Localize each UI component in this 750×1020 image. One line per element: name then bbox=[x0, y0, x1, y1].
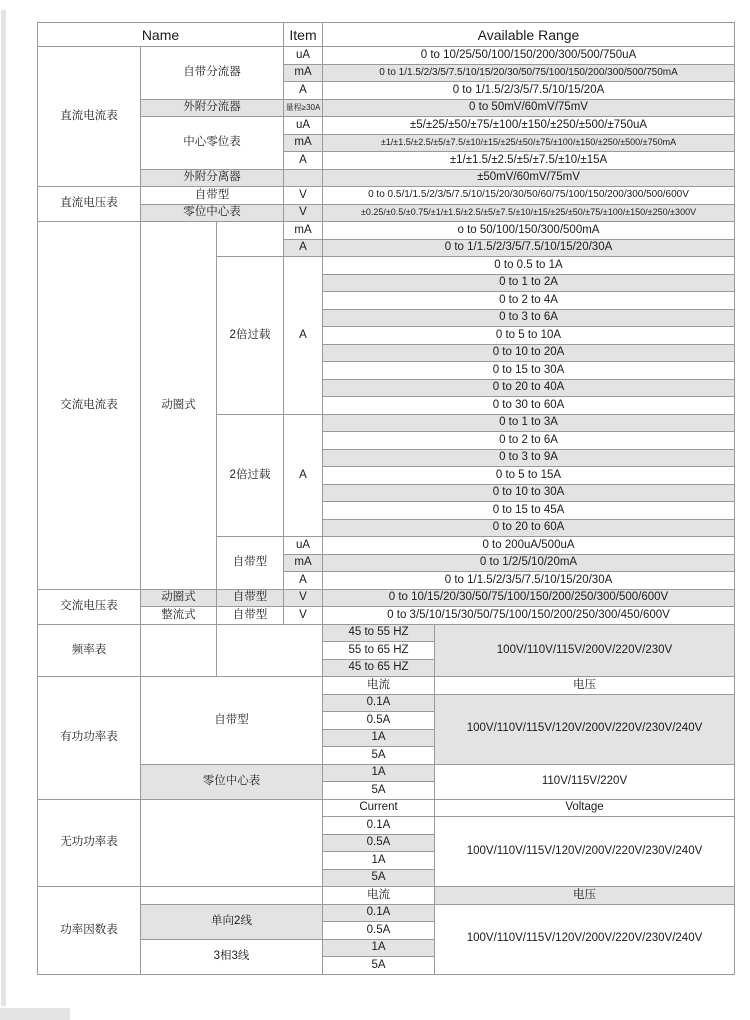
table-cell: 5A bbox=[322, 746, 435, 765]
table-cell: 100V/110V/115V/120V/200V/220V/230V/240V bbox=[434, 816, 735, 887]
table-cell: 交流电压表 bbox=[37, 589, 141, 625]
empty-cell bbox=[283, 169, 323, 188]
header-cell: Name bbox=[37, 22, 284, 47]
table-cell: 0 to 3 to 6A bbox=[322, 309, 735, 328]
table-cell: 量程≥30A bbox=[283, 99, 323, 118]
table-cell: 有功功率表 bbox=[37, 676, 141, 800]
table-cell: 功率因数表 bbox=[37, 886, 141, 975]
table-cell: 动圈式 bbox=[140, 221, 217, 590]
table-cell: A bbox=[283, 151, 323, 170]
table-cell: 0 to 5 to 15A bbox=[322, 466, 735, 485]
table-cell: 0 to 10/25/50/100/150/200/300/500/750uA bbox=[322, 46, 735, 65]
table-cell: 0 to 1/1.5/2/3/5/7.5/10/15/20/30A bbox=[322, 571, 735, 590]
table-cell: 1A bbox=[322, 764, 435, 783]
table-cell: 外附分流器 bbox=[140, 99, 284, 118]
table-cell: 0 to 1/1.5/2/3/5/7.5/10/15/20/30A bbox=[322, 239, 735, 258]
table-cell: 交流电流表 bbox=[37, 221, 141, 590]
table-cell: 无功功率表 bbox=[37, 799, 141, 888]
table-cell: 单向2线 bbox=[140, 904, 323, 940]
table-cell: ±50mV/60mV/75mV bbox=[322, 169, 735, 188]
empty-cell bbox=[216, 624, 323, 678]
table-cell: V bbox=[283, 186, 323, 205]
table-cell: 电流 bbox=[322, 886, 435, 905]
table-cell: 0 to 1/1.5/2/3/5/7.5/10/15/20A bbox=[322, 81, 735, 100]
table-cell: 55 to 65 HZ bbox=[322, 641, 435, 660]
table-cell: Current bbox=[322, 799, 435, 818]
table-cell: 100V/110V/115V/120V/200V/220V/230V/240V bbox=[434, 694, 735, 765]
empty-cell bbox=[140, 624, 217, 678]
table-cell: 0 to 5 to 10A bbox=[322, 326, 735, 345]
table-cell: Voltage bbox=[434, 799, 735, 818]
table-cell: 100V/110V/115V/200V/220V/230V bbox=[434, 624, 735, 678]
table-cell: 0 to 0.5 to 1A bbox=[322, 256, 735, 275]
table-cell: 0 to 1 to 2A bbox=[322, 274, 735, 293]
table-cell: 0 to 10/15/20/30/50/75/100/150/200/250/300/500/600V bbox=[322, 589, 735, 608]
table-cell: 外附分离器 bbox=[140, 169, 284, 188]
table-cell: 自带型 bbox=[216, 589, 284, 608]
table-cell: 中心零位表 bbox=[140, 116, 284, 170]
table-cell: 0 to 3/5/10/15/30/50/75/100/150/200/250/300/450/600V bbox=[322, 606, 735, 625]
table-cell: mA bbox=[283, 64, 323, 83]
table-cell: 45 to 65 HZ bbox=[322, 659, 435, 678]
table-cell: o to 50/100/150/300/500mA bbox=[322, 221, 735, 240]
table-cell: ±1/±1.5/±2.5/±5/±7.5/±10/±15A bbox=[322, 151, 735, 170]
table-cell: 2倍过载 bbox=[216, 256, 284, 415]
table-cell: ±0.25/±0.5/±0.75/±1/±1.5/±2.5/±5/±7.5/±10/±15/±25/±50/±75/±100/±150/±250/±300V bbox=[322, 204, 735, 223]
table-cell: A bbox=[283, 81, 323, 100]
table-cell: V bbox=[283, 589, 323, 608]
table-cell: 0 to 10 to 20A bbox=[322, 344, 735, 363]
table-cell: 0 to 1/1.5/2/3/5/7.5/10/15/20/30/50/75/100/150/200/300/500/750mA bbox=[322, 64, 735, 83]
table-cell: 整流式 bbox=[140, 606, 217, 625]
table-cell: 零位中心表 bbox=[140, 204, 284, 223]
empty-cell bbox=[140, 886, 323, 905]
table-cell: mA bbox=[283, 221, 323, 240]
table-cell: ±1/±1.5/±2.5/±5/±7.5/±10/±15/±25/±50/±75/±100/±150/±250/±500/±750mA bbox=[322, 134, 735, 153]
table-cell: 5A bbox=[322, 781, 435, 800]
table-cell: 100V/110V/115V/120V/200V/220V/230V/240V bbox=[434, 904, 735, 975]
table-cell: 0.5A bbox=[322, 921, 435, 940]
empty-cell bbox=[140, 799, 323, 888]
table-cell: 直流电压表 bbox=[37, 186, 141, 222]
table-cell: 0.1A bbox=[322, 816, 435, 835]
table-cell: 110V/115V/220V bbox=[434, 764, 735, 800]
table-cell: 0 to 2 to 6A bbox=[322, 431, 735, 450]
table-cell: ±5/±25/±50/±75/±100/±150/±250/±500/±750uA bbox=[322, 116, 735, 135]
table-cell: 0 to 15 to 30A bbox=[322, 361, 735, 380]
table-cell: uA bbox=[283, 536, 323, 555]
table-cell: 0 to 10 to 30A bbox=[322, 484, 735, 503]
table-cell: A bbox=[283, 571, 323, 590]
table-cell: 0.5A bbox=[322, 834, 435, 853]
table-cell: 电压 bbox=[434, 886, 735, 905]
table-cell: 0 to 50mV/60mV/75mV bbox=[322, 99, 735, 118]
table-cell: 自带型 bbox=[140, 676, 323, 765]
table-cell: 45 to 55 HZ bbox=[322, 624, 435, 643]
table-cell: 0 to 1 to 3A bbox=[322, 414, 735, 433]
table-cell: 1A bbox=[322, 851, 435, 870]
table-cell: 0 to 3 to 9A bbox=[322, 449, 735, 468]
table-cell: 1A bbox=[322, 939, 435, 958]
table-cell: 0 to 20 to 40A bbox=[322, 379, 735, 398]
table-cell: 0 to 1/2/5/10/20mA bbox=[322, 554, 735, 573]
table-cell: 0.1A bbox=[322, 904, 435, 923]
table-cell: 5A bbox=[322, 956, 435, 975]
table-cell: 0 to 15 to 45A bbox=[322, 501, 735, 520]
empty-cell bbox=[216, 221, 284, 257]
table-cell: 自带型 bbox=[140, 186, 284, 205]
table-cell: 自带分流器 bbox=[140, 46, 284, 100]
table-cell: 0 to 30 to 60A bbox=[322, 396, 735, 415]
table-cell: uA bbox=[283, 116, 323, 135]
table-cell: 5A bbox=[322, 869, 435, 888]
table-cell: V bbox=[283, 606, 323, 625]
table-cell: 动圈式 bbox=[140, 589, 217, 608]
table-cell: 电压 bbox=[434, 676, 735, 695]
table-cell: A bbox=[283, 256, 323, 415]
table-cell: A bbox=[283, 239, 323, 258]
table-cell: mA bbox=[283, 134, 323, 153]
table-cell: 0 to 20 to 60A bbox=[322, 519, 735, 538]
table-cell: V bbox=[283, 204, 323, 223]
table-cell: 0.1A bbox=[322, 694, 435, 713]
table-cell: 1A bbox=[322, 729, 435, 748]
table-cell: 零位中心表 bbox=[140, 764, 323, 800]
header-cell: Item bbox=[283, 22, 323, 47]
table-cell: 频率表 bbox=[37, 624, 141, 678]
table-cell: 0 to 0.5/1/1.5/2/3/5/7.5/10/15/20/30/50/60/75/100/150/200/300/500/600V bbox=[322, 186, 735, 205]
table-cell: 2倍过载 bbox=[216, 414, 284, 538]
header-cell: Available Range bbox=[322, 22, 735, 47]
table-cell: uA bbox=[283, 46, 323, 65]
table-cell: 0.5A bbox=[322, 711, 435, 730]
table-cell: 0 to 200uA/500uA bbox=[322, 536, 735, 555]
table-cell: 3相3线 bbox=[140, 939, 323, 975]
table-cell: 直流电流表 bbox=[37, 46, 141, 187]
table-cell: 自带型 bbox=[216, 536, 284, 590]
table-cell: A bbox=[283, 414, 323, 538]
table-cell: mA bbox=[283, 554, 323, 573]
table-cell: 自带型 bbox=[216, 606, 284, 625]
table-cell: 电流 bbox=[322, 676, 435, 695]
table-cell: 0 to 2 to 4A bbox=[322, 291, 735, 310]
